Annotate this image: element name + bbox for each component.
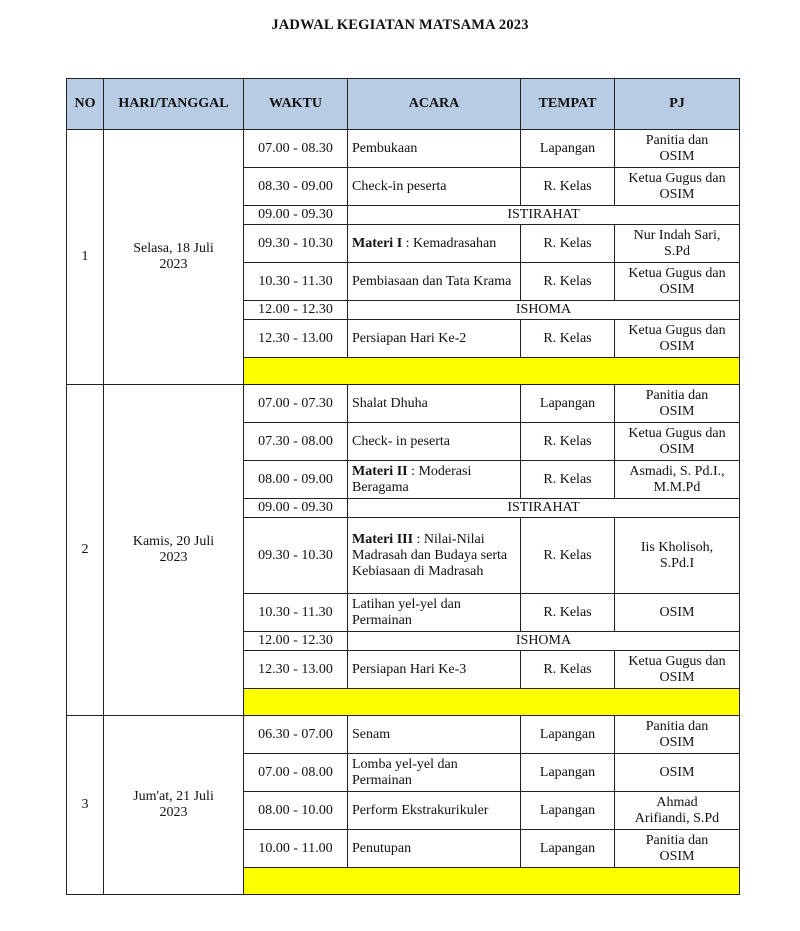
pj-line: Panitia dan xyxy=(645,132,709,148)
pj-line: Panitia dan xyxy=(645,387,709,403)
time-cell: 07.00 - 08.30 xyxy=(244,130,348,168)
pj-line: OSIM xyxy=(659,186,695,202)
pj-cell xyxy=(615,651,740,689)
pj-cell xyxy=(615,385,740,423)
pj-line: OSIM xyxy=(659,281,695,297)
separator-bar xyxy=(244,358,740,385)
event-text: Check- in peserta xyxy=(352,433,450,449)
time-cell: 08.00 - 10.00 xyxy=(244,792,348,830)
place-cell: Lapangan xyxy=(521,754,615,792)
pj-line: S.Pd.I xyxy=(659,555,695,571)
pj-line: Panitia dan xyxy=(645,718,709,734)
pj-line: OSIM xyxy=(659,148,695,164)
pj-line: OSIM xyxy=(659,734,695,750)
event-cell xyxy=(348,168,521,206)
pj-cell xyxy=(615,423,740,461)
pj-line: OSIM xyxy=(659,441,695,457)
place-cell: R. Kelas xyxy=(521,320,615,358)
event-text: Shalat Dhuha xyxy=(352,395,428,411)
event-text: Senam xyxy=(352,726,391,742)
day-year-line: 2023 xyxy=(159,257,188,272)
separator-bar xyxy=(244,868,740,895)
event-cell xyxy=(348,518,521,594)
place-cell: Lapangan xyxy=(521,130,615,168)
header-event: ACARA xyxy=(348,79,521,130)
pj-line: OSIM xyxy=(659,338,695,354)
event-cell xyxy=(348,461,521,499)
place-cell: Lapangan xyxy=(521,716,615,754)
break-cell: ISHOMA xyxy=(348,301,740,320)
time-cell: 12.30 - 13.00 xyxy=(244,651,348,689)
event-cell xyxy=(348,716,521,754)
event-text: Lomba yel-yel dan Permainan xyxy=(352,756,458,788)
event-cell xyxy=(348,385,521,423)
pj-cell xyxy=(615,225,740,263)
event-cell xyxy=(348,320,521,358)
event-text: : Kemadrasahan xyxy=(402,235,497,251)
place-cell: R. Kelas xyxy=(521,651,615,689)
pj-line: Arifiandi, S.Pd xyxy=(634,810,720,826)
pj-cell xyxy=(615,792,740,830)
day-date xyxy=(104,130,244,385)
event-text: Latihan yel-yel dan Permainan xyxy=(352,596,461,628)
pj-line: Ahmad xyxy=(656,794,698,810)
time-cell: 12.00 - 12.30 xyxy=(244,632,348,651)
event-text: : Nilai-Nilai Madrasah dan Budaya serta Kebiasaan di Madrasah xyxy=(352,531,508,579)
pj-line: OSIM xyxy=(659,669,695,685)
place-cell: R. Kelas xyxy=(521,263,615,301)
document-title: JADWAL KEGIATAN MATSAMA 2023 xyxy=(271,17,529,33)
pj-line: Iis Kholisoh, xyxy=(640,539,714,555)
pj-line: Ketua Gugus dan xyxy=(628,653,726,669)
time-cell: 08.30 - 09.00 xyxy=(244,168,348,206)
event-text: Persiapan Hari Ke-3 xyxy=(352,661,467,677)
time-cell: 10.30 - 11.30 xyxy=(244,594,348,632)
separator-bar xyxy=(244,689,740,716)
break-cell: ISHOMA xyxy=(348,632,740,651)
pj-cell xyxy=(615,594,740,632)
time-cell: 09.00 - 09.30 xyxy=(244,206,348,225)
event-text: Perform Ekstrakurikuler xyxy=(352,802,489,818)
time-cell: 07.00 - 08.00 xyxy=(244,754,348,792)
time-cell: 09.30 - 10.30 xyxy=(244,518,348,594)
event-cell xyxy=(348,130,521,168)
pj-cell xyxy=(615,320,740,358)
place-cell: R. Kelas xyxy=(521,518,615,594)
event-text: Pembiasaan dan Tata Krama xyxy=(352,273,512,289)
pj-line: Panitia dan xyxy=(645,832,709,848)
table-row xyxy=(67,130,740,168)
time-cell: 09.30 - 10.30 xyxy=(244,225,348,263)
day-year-line: 2023 xyxy=(159,805,188,820)
header-no: NO xyxy=(67,79,104,130)
day-number: 3 xyxy=(67,716,104,895)
pj-line: Asmadi, S. Pd.I., xyxy=(629,463,725,479)
event-cell xyxy=(348,423,521,461)
time-cell: 10.30 - 11.30 xyxy=(244,263,348,301)
header-time: WAKTU xyxy=(244,79,348,130)
break-cell: ISTIRAHAT xyxy=(348,206,740,225)
header-place: TEMPAT xyxy=(521,79,615,130)
day-year-line: 2023 xyxy=(159,550,188,565)
pj-cell xyxy=(615,130,740,168)
event-text: Persiapan Hari Ke-2 xyxy=(352,330,467,346)
event-bold: Materi II xyxy=(352,463,408,479)
day-date xyxy=(104,716,244,895)
event-cell xyxy=(348,225,521,263)
pj-line: OSIM xyxy=(659,764,695,780)
time-cell: 09.00 - 09.30 xyxy=(244,499,348,518)
place-cell: R. Kelas xyxy=(521,594,615,632)
header-day: HARI/TANGGAL xyxy=(104,79,244,130)
pj-line: Nur Indah Sari, xyxy=(633,227,721,243)
table-row xyxy=(67,385,740,423)
pj-line: Ketua Gugus dan xyxy=(628,425,726,441)
time-cell: 12.30 - 13.00 xyxy=(244,320,348,358)
time-cell: 07.00 - 07.30 xyxy=(244,385,348,423)
time-cell: 10.00 - 11.00 xyxy=(244,830,348,868)
pj-cell xyxy=(615,830,740,868)
pj-line: Ketua Gugus dan xyxy=(628,322,726,338)
schedule-body xyxy=(67,130,740,895)
day-date-line: Selasa, 18 Juli xyxy=(133,241,214,256)
event-text: Penutupan xyxy=(352,840,412,856)
pj-cell xyxy=(615,263,740,301)
time-cell: 08.00 - 09.00 xyxy=(244,461,348,499)
pj-cell xyxy=(615,754,740,792)
event-cell xyxy=(348,830,521,868)
place-cell: R. Kelas xyxy=(521,461,615,499)
event-cell xyxy=(348,263,521,301)
day-number: 1 xyxy=(67,130,104,385)
day-date xyxy=(104,385,244,716)
time-cell: 06.30 - 07.00 xyxy=(244,716,348,754)
pj-cell xyxy=(615,461,740,499)
event-cell xyxy=(348,754,521,792)
place-cell: Lapangan xyxy=(521,830,615,868)
time-cell: 07.30 - 08.00 xyxy=(244,423,348,461)
day-date-line: Kamis, 20 Juli xyxy=(132,534,215,549)
event-bold: Materi I xyxy=(352,235,403,251)
pj-line: Ketua Gugus dan xyxy=(628,265,726,281)
event-cell xyxy=(348,651,521,689)
pj-cell xyxy=(615,518,740,594)
day-number: 2 xyxy=(67,385,104,716)
place-cell: Lapangan xyxy=(521,792,615,830)
table-header-row xyxy=(67,79,740,130)
pj-cell xyxy=(615,168,740,206)
place-cell: R. Kelas xyxy=(521,225,615,263)
event-text: Pembukaan xyxy=(352,140,418,156)
pj-line: S.Pd xyxy=(663,243,691,259)
pj-line: OSIM xyxy=(659,604,695,620)
header-pj: PJ xyxy=(615,79,740,130)
day-date-line: Jum'at, 21 Juli xyxy=(133,789,214,804)
schedule-table xyxy=(66,78,740,895)
place-cell: R. Kelas xyxy=(521,423,615,461)
place-cell: R. Kelas xyxy=(521,168,615,206)
pj-line: OSIM xyxy=(659,848,695,864)
place-cell: Lapangan xyxy=(521,385,615,423)
pj-line: OSIM xyxy=(659,403,695,419)
event-text: : Moderasi Beragama xyxy=(352,463,472,495)
event-cell xyxy=(348,792,521,830)
pj-cell xyxy=(615,716,740,754)
event-cell xyxy=(348,594,521,632)
break-cell: ISTIRAHAT xyxy=(348,499,740,518)
pj-line: M.M.Pd xyxy=(653,479,701,495)
event-text: Check-in peserta xyxy=(352,178,447,194)
event-bold: Materi III xyxy=(352,531,414,547)
table-row xyxy=(67,716,740,754)
time-cell: 12.00 - 12.30 xyxy=(244,301,348,320)
pj-line: Ketua Gugus dan xyxy=(628,170,726,186)
